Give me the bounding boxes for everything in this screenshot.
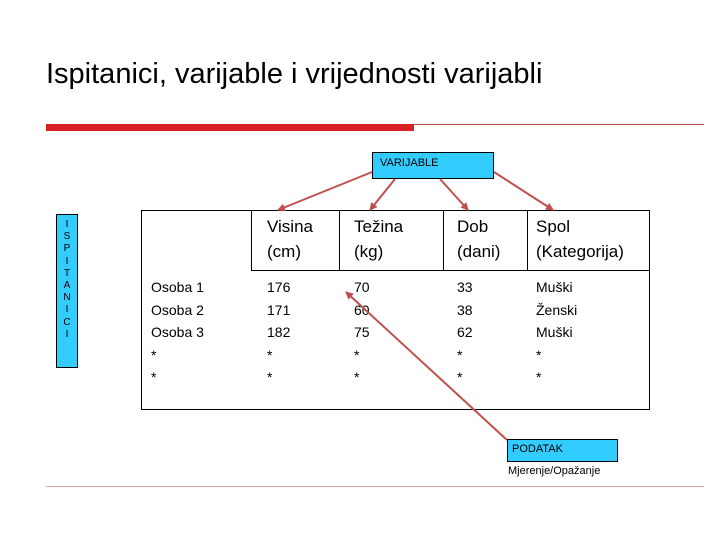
ispitanici-letter: I: [65, 219, 69, 230]
podatak-label: PODATAK: [507, 439, 618, 462]
arrow-to-visina: [278, 172, 372, 210]
table-cell: Muški: [536, 279, 573, 295]
mjerenje-label: Mjerenje/Opažanje: [508, 465, 601, 477]
header-spol: Spol (Kategorija): [536, 217, 624, 261]
row-label: Osoba 3: [151, 324, 204, 340]
bottom-divider: [46, 486, 704, 487]
table-cell: *: [536, 369, 542, 385]
ispitanici-letter: P: [63, 243, 71, 255]
table-cell: *: [457, 369, 463, 385]
arrow-to-spol: [494, 172, 553, 210]
ispitanici-letter: N: [63, 292, 71, 304]
table-cell: 75: [354, 324, 370, 340]
table-cell: 176: [267, 279, 291, 295]
table-cell: 38: [457, 301, 473, 318]
header-visina: Visina (cm): [267, 217, 313, 261]
ispitanici-letter: C: [63, 316, 71, 328]
varijable-label: VARIJABLE: [372, 152, 494, 179]
row-label: *: [151, 369, 157, 385]
table-cell: 33: [457, 279, 473, 295]
table-cell: *: [267, 346, 273, 363]
table-cell: *: [267, 369, 273, 385]
table-cell: *: [354, 369, 360, 385]
table-cell: 60: [354, 301, 370, 318]
ispitanici-letter: I: [65, 255, 69, 267]
table-cell: 70: [354, 279, 370, 295]
table-cell: Ženski: [536, 301, 578, 318]
ispitanici-letter: I: [65, 328, 69, 340]
arrow-to-cell: [346, 292, 507, 440]
ispitanici-letter: S: [63, 231, 71, 243]
table-cell: *: [354, 346, 360, 363]
table-cell: 182: [267, 324, 291, 340]
table-cell: Muški: [536, 324, 573, 340]
ispitanici-letter: A: [63, 280, 71, 292]
header-tezina: Težina (kg): [354, 217, 404, 261]
header-dob: Dob (dani): [457, 217, 501, 261]
row-label: *: [151, 346, 157, 363]
arrow-to-tezina: [370, 179, 395, 210]
table-cell: 171: [267, 301, 291, 318]
ispitanici-letter: T: [63, 267, 71, 279]
row-label: Osoba 1: [151, 279, 204, 295]
table-cell: 62: [457, 324, 473, 340]
page-title: Ispitanici, varijable i vrijednosti varijabli: [46, 58, 543, 90]
table-cell: *: [536, 346, 542, 363]
arrow-to-dob: [440, 179, 468, 210]
table-cell: *: [457, 346, 463, 363]
ispitanici-letter: I: [65, 304, 69, 316]
row-label: Osoba 2: [151, 301, 204, 318]
